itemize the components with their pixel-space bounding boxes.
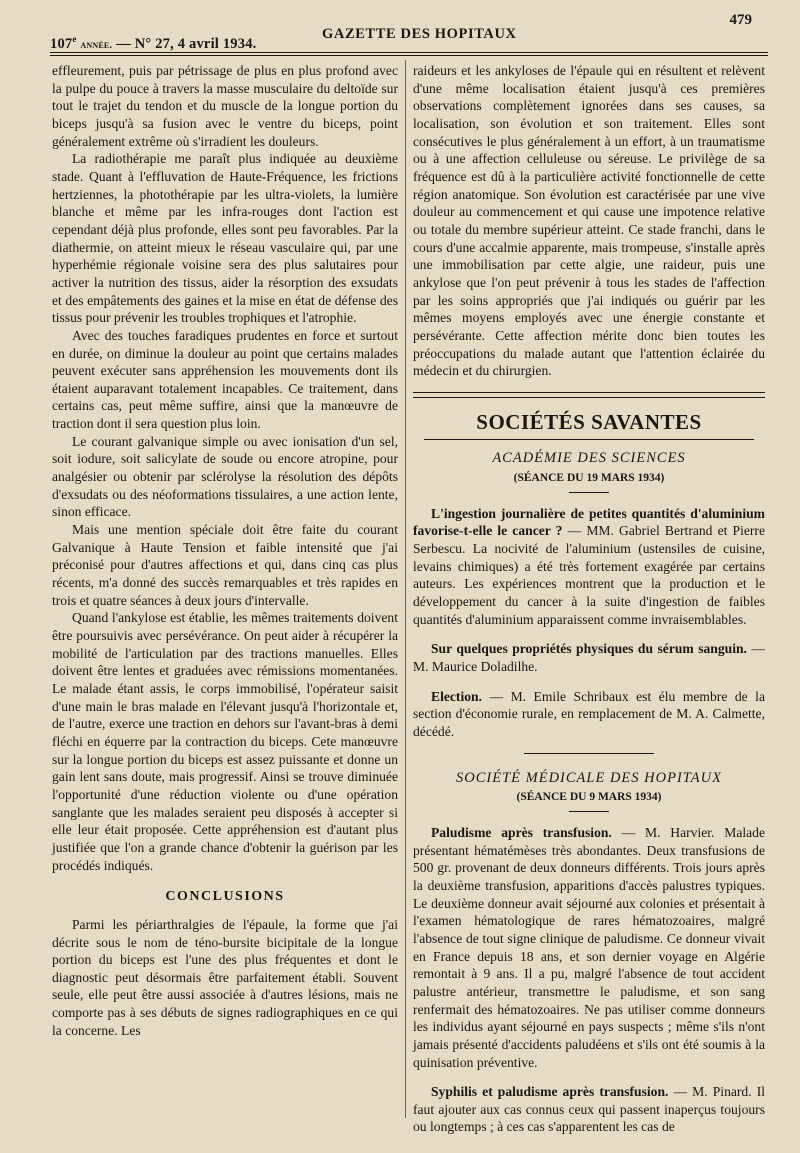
journal-title: GAZETTE DES HOPITAUX	[322, 26, 517, 42]
section-rule	[413, 392, 765, 398]
society-name: ACADÉMIE DES SCIENCES	[492, 450, 686, 467]
paragraph: La radiothérapie me paraît plus indiquée au deuxième stade. Quant à l'effluvation de Haute-Fréquence, les frictions hertziennes, la photothérapie par les ultra-violets, la lumière blanche et même par les infra-rouges dont l'action est cependant déjà plus profonde, elles sont peu favorables. Par la diathermie, on atteint mieux le réseau vasculaire qui, par une hyperhémie régionale voisine sera des plus salutaires pour activer la nutrition des tissus, aider la résorption des exsudats et des empâtements des gaines et la mise en état de défense des tissus pour prévenir les troubles trophiques et l'atrophie.	[52, 151, 398, 326]
entry-text: — MM. Gabriel Bertrand et Pierre Serbescu. La nocivité de l'aluminium (ustensiles de cuisine, levains chimiques) a été très fortement exagérée par certains auteurs. Les expériences montrent que la production et le développement du cancer à la suite d'ingestion de faibles quantités d'aluminium apparaissent comme invraisemblables.	[413, 523, 765, 627]
paragraph: Le courant galvanique simple ou avec ionisation d'un sel, soit iodure, soit salicylate de soude ou encore atropine, pour analgésier ou obtenir par sclérolyse la résolution des dépôts d'exsudats ou des néoformations tissulaires, a une action lente, sinon efficace.	[52, 433, 398, 520]
session-date: (SÉANCE DU 9 MARS 1934)	[516, 791, 662, 804]
entry-title: Syphilis et paludisme après transfusion.	[431, 1084, 669, 1100]
paragraph-continuation: raideurs et les ankyloses de l'épaule qui en résultent et relèvent d'une même localisation étaient jusqu'à ces premières observations complètement ignorées dans ses causes, sa localisation, son évolution et son traitement. Elles sont consécutives le plus généralement à un effort, à un traumatisme ou à une affection celluleuse ou séreuse. Le privilège de sa fréquence est dû à la particulière activité fonctionnelle de cette région anatomique. Son évolution est caractérisée par une vive douleur au commencement et qui cause une impotence relative ou totale du membre supérieur atteint. Ce stade franchi, dans le cours d'une accalmie apparente, mais trompeuse, s'installe après une immobilisation par cette algie, une raideur, puis une ankylose que l'on peut prévenir à tous les stades de l'affection par les soins appropriés que j'ai indiqués ou guérir par les mêmes moyens employés avec une énergie constante et persévérante. Cette affection mérite donc bien toutes les préoccupations du malade autant que l'attention éclairée du médecin et du chirurgien.	[413, 63, 765, 379]
short-rule	[569, 492, 609, 493]
society-name: SOCIÉTÉ MÉDICALE DES HOPITAUX	[456, 769, 722, 786]
page-number: 479	[729, 12, 752, 28]
report-entry	[413, 688, 765, 741]
entry-title: Sur quelques propriétés physiques du sérum sanguin.	[431, 641, 747, 657]
report-entry	[413, 505, 765, 629]
left-column	[52, 62, 398, 1039]
report-entry	[413, 824, 765, 1071]
paragraph: effleurement, puis par pétrissage de plus en plus profond avec la pulpe du pouce à travers la masse musculaire du deltoïde sur tout le trajet du tendon et du muscle de la longue portion du biceps jusqu'à sa fusion avec le ventre du biceps, point généralement extrême où s'irradient les douleurs.	[52, 63, 398, 149]
right-column	[413, 62, 765, 1148]
paragraph: Quand l'ankylose est établie, les mêmes traitements doivent être poursuivis avec persévérance. On peut aider à récupérer la mobilité de l'articulation par des tractions manuelles. Elles doivent être lentes et graduées avec rémissions momentanées. Le malade étant assis, le corps immobilisé, l'opérateur saisit d'une main le bras malade en l'élevant jusqu'à l'horizontale et, de l'autre, exerce une traction en dehors sur l'avant-bras à demi fléchi en équerre par la contraction du biceps. Cete manœuvre sur la longue portion du biceps est assez puissante et donne un gain lent sans doute, mais progressif. Ainsi se trouve diminuée l'opportunité d'une réduction violente ou d'une opération sanglante que les malades seraient peu disposés à accepter si elle leur était proposée. Cette appréhension est d'autant plus justifiée que l'on a grande chance d'obtenir la guérison par les procédés indiqués.	[52, 610, 398, 873]
entry-title: Paludisme après transfusion.	[431, 824, 612, 840]
year-suffix: e	[72, 34, 77, 44]
entry-text: — M. Pinard. Il faut ajouter aux cas connus ceux qui passent inaperçus toujours ou longtemps ; à ces cas s'apparentent les cas de	[413, 1084, 765, 1135]
conclusions-heading: CONCLUSIONS	[165, 889, 285, 905]
report-entry	[413, 1083, 765, 1136]
divider-rule	[524, 753, 654, 754]
issue-number-date: — N° 27, 4 avril 1934.	[116, 35, 257, 52]
issue-line	[50, 34, 256, 53]
year-number: 107	[50, 35, 73, 52]
entry-text: — M. Maurice Doladilhe.	[413, 641, 766, 675]
report-entry	[413, 640, 765, 675]
short-rule	[569, 811, 609, 812]
column-divider	[405, 60, 406, 1118]
section-title-rule	[424, 439, 754, 440]
paragraph: Mais une mention spéciale doit être faite du courant Galvanique à Haute Tension et faible intensité que j'ai préconisé pour d'autres affections et qui, dans cinq cas plus récents, m'a donné des succès remarquables et très rapides en trois et quatre séances à deux jours d'intervalle.	[52, 522, 398, 608]
session-date: (SÉANCE DU 19 MARS 1934)	[513, 472, 665, 485]
entry-title: L'ingestion journalière de petites quantités d'aluminium favorise-t-elle le cancer ?	[413, 505, 765, 539]
conclusion-paragraph: Parmi les périarthralgies de l'épaule, la forme que j'ai décrite sous le nom de téno-bursite bicipitale de la longue portion du biceps est l'une des plus fréquentes et dont le diagnostic peut désormais être parfaitement établi. Souvent seule, elle peut être aussi associée à d'autres lésions, mais ne comporte pas à ses débuts de signes radiographiques en ce qui la concerne. Les	[52, 916, 398, 1038]
entry-text: — M. Emile Schribaux est élu membre de la section d'économie rurale, en remplacement de M. A. Calmette, décédé.	[413, 688, 765, 739]
entry-title: Election.	[431, 688, 482, 704]
year-word: année.	[80, 38, 113, 51]
paragraph: Avec des touches faradiques prudentes en force et surtout en durée, on diminue la douleur au point que certains malades peuvent exécuter sans appréhension les mouvements dont ils étaient auparavant totalement incapables. Ce traitement, dans certains cas, peut même suffire, ainsi que la manœuvre de traction dont il sera question plus loin.	[52, 327, 398, 432]
section-title: SOCIÉTÉS SAVANTES	[476, 409, 702, 434]
header-rule	[50, 52, 768, 56]
entry-text: — M. Harvier. Malade présentant hématémèses très abondantes. Deux transfusions de 500 gr. provenant de deux donneurs différents. Trois jours après la deuxième transfusion, apparitions d'accès palustres typiques. Le deuxième donneur avait séjourné aux colonies et présentait à l'examen hématologique de rares hématozoaires, malgré l'absence de tout signe clinique de paludisme. Ce donneur vivait en France depuis 18 ans, et son dernier voyage en Algérie remontait à 9 ans. Il a pu, malgré l'absence de tout accident palustre antérieur, transmettre le paludisme, et son sang renfermait des hématozoaires. Ne pas utiliser comme donneurs les individus ayant séjourné en pays suspects ; même s'ils n'ont jamais présenté d'accidents paludéens et s'ils ont été soumis à la quinisation préventive.	[413, 824, 765, 1070]
